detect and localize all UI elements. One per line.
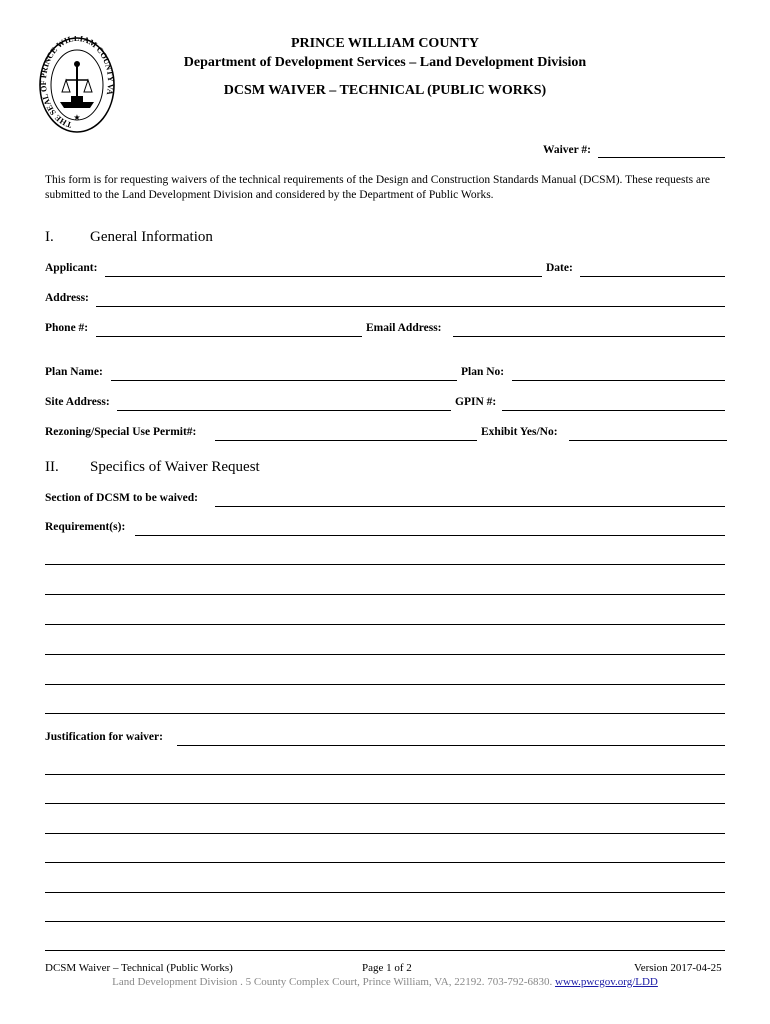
gpin-field[interactable]	[502, 410, 725, 411]
site-address-field[interactable]	[117, 410, 451, 411]
justification-line[interactable]	[45, 862, 725, 863]
section2-number: II.	[45, 459, 59, 475]
waiver-number-field[interactable]	[598, 157, 725, 158]
requirements-line[interactable]	[45, 624, 725, 625]
justification-line[interactable]	[45, 950, 725, 951]
address-field[interactable]	[96, 306, 725, 307]
justification-line[interactable]	[45, 803, 725, 804]
phone-field[interactable]	[96, 336, 362, 337]
address-label: Address:	[45, 292, 89, 304]
rezoning-label: Rezoning/Special Use Permit#:	[45, 426, 197, 438]
section-waived-field[interactable]	[215, 506, 725, 507]
phone-label: Phone #:	[45, 322, 89, 334]
applicant-field[interactable]	[105, 276, 542, 277]
exhibit-label: Exhibit Yes/No:	[481, 426, 558, 438]
requirements-line[interactable]	[45, 713, 725, 714]
justification-line[interactable]	[45, 921, 725, 922]
email-field[interactable]	[453, 336, 725, 337]
requirements-line[interactable]	[45, 684, 725, 685]
requirements-field[interactable]	[135, 535, 725, 536]
form-title: DCSM WAIVER – TECHNICAL (PUBLIC WORKS)	[223, 83, 547, 98]
footer-version: Version 2017-04-25	[634, 962, 722, 974]
footer-address-line	[0, 976, 770, 988]
applicant-label: Applicant:	[45, 262, 98, 274]
justification-line[interactable]	[45, 833, 725, 834]
gpin-label: GPIN #:	[455, 396, 497, 408]
svg-text:THE SEAL OF PRINCE WILLIAM COU: THE SEAL OF PRINCE WILLIAM COUNTY VA	[38, 36, 116, 130]
footer-website-link[interactable]: www.pwcgov.org/LDD	[555, 976, 658, 988]
site-address-label: Site Address:	[45, 396, 110, 408]
plan-name-field[interactable]	[111, 380, 457, 381]
requirements-line[interactable]	[45, 564, 725, 565]
footer-form-name: DCSM Waiver – Technical (Public Works)	[45, 962, 233, 974]
department-name: Department of Development Services – Land Development Division	[183, 55, 587, 70]
justification-line[interactable]	[45, 774, 725, 775]
email-label: Email Address:	[366, 322, 442, 334]
date-field[interactable]	[580, 276, 725, 277]
svg-text:★: ★	[73, 113, 81, 122]
plan-name-label: Plan Name:	[45, 366, 103, 378]
section2-title: Specifics of Waiver Request	[90, 459, 260, 475]
section1-title: General Information	[90, 229, 213, 245]
date-label: Date:	[546, 262, 573, 274]
section-waived-label: Section of DCSM to be waived:	[45, 492, 198, 504]
requirements-line[interactable]	[45, 594, 725, 595]
exhibit-field[interactable]	[569, 440, 727, 441]
justification-line[interactable]	[45, 892, 725, 893]
justification-label: Justification for waiver:	[45, 731, 163, 743]
plan-no-label: Plan No:	[461, 366, 505, 378]
intro-text: This form is for requesting waivers of the technical requirements of the Design and Construction Standards Manual (DCSM). These requests are submitted to the Land Development Division and considered by the Department of Public Works.	[45, 174, 711, 201]
section1-number: I.	[45, 229, 54, 245]
requirements-line[interactable]	[45, 654, 725, 655]
county-name: PRINCE WILLIAM COUNTY	[291, 36, 479, 51]
plan-no-field[interactable]	[512, 380, 725, 381]
requirements-label: Requirement(s):	[45, 521, 126, 533]
footer-page-number: Page 1 of 2	[362, 962, 412, 974]
waiver-number-label: Waiver #:	[543, 144, 592, 156]
justification-field[interactable]	[177, 745, 725, 746]
footer-address: Land Development Division . 5 County Complex Court, Prince William, VA, 22192. 703-792-6830.	[112, 976, 553, 988]
rezoning-field[interactable]	[215, 440, 477, 441]
